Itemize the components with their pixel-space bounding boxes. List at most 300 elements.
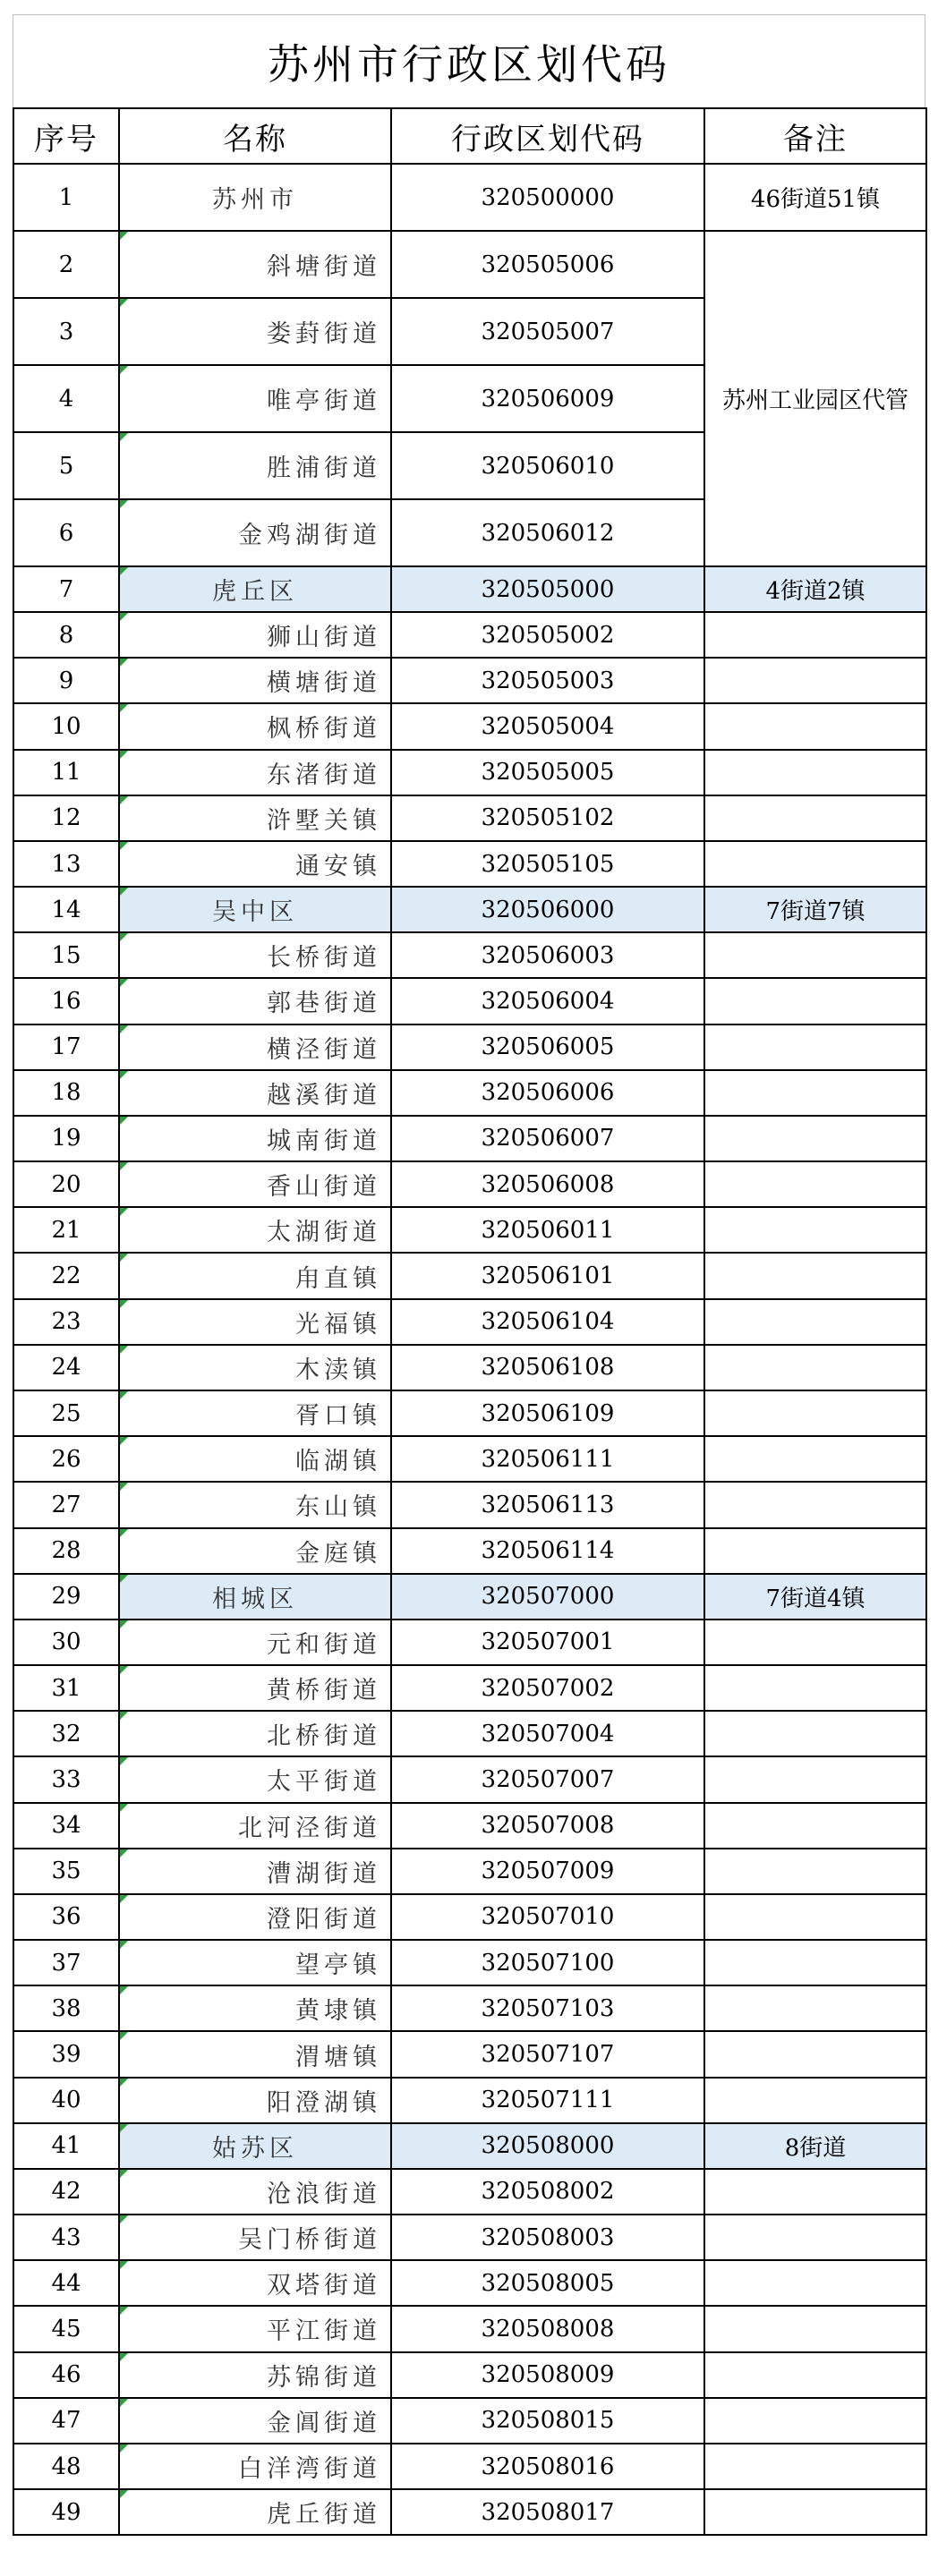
- cell-seq: 16: [13, 978, 119, 1024]
- cell-name: [119, 2123, 391, 2169]
- table-row: [13, 1528, 926, 1574]
- cell-name-text: 苏锦街道: [267, 2363, 381, 2392]
- cell-seq: 12: [13, 795, 119, 841]
- table-row: [13, 1985, 926, 2031]
- cell-comment-marker-icon: [120, 2399, 128, 2407]
- table-row: [13, 658, 926, 703]
- cell-name-text: 白洋湾街道: [238, 2455, 381, 2484]
- cell-comment-marker-icon: [120, 888, 128, 896]
- cell-note: [704, 658, 926, 703]
- cell-seq: 41: [13, 2123, 119, 2169]
- cell-name: [119, 1207, 391, 1253]
- cell-name: [119, 1849, 391, 1894]
- cell-code: 320507007: [391, 1756, 704, 1802]
- cell-code: 320506111: [391, 1436, 704, 1482]
- cell-note: [704, 795, 926, 841]
- cell-name-text: 相城区: [212, 1585, 298, 1613]
- cell-name-text: 胜浦街道: [267, 455, 381, 482]
- cell-name: [119, 612, 391, 658]
- table-row: [13, 1940, 926, 1985]
- cell-note: [704, 1985, 926, 2031]
- table-row: [13, 2398, 926, 2444]
- cell-comment-marker-icon: [120, 842, 128, 850]
- cell-note: [704, 1620, 926, 1665]
- cell-name: [119, 932, 391, 978]
- cell-name: [119, 231, 391, 298]
- cell-name-text: 通安镇: [295, 853, 381, 881]
- cell-name-text: 临湖镇: [295, 1448, 381, 1476]
- cell-seq: 3: [13, 298, 119, 365]
- cell-note: [704, 932, 926, 978]
- cell-comment-marker-icon: [120, 1208, 128, 1216]
- cell-comment-marker-icon: [120, 1025, 128, 1033]
- cell-code: 320506010: [391, 432, 704, 499]
- cell-name-text: 横塘街道: [267, 669, 381, 698]
- cell-name: [119, 2031, 391, 2077]
- cell-name-text: 北桥街道: [267, 1722, 381, 1751]
- cell-code: 320507002: [391, 1665, 704, 1711]
- cell-comment-marker-icon: [120, 751, 128, 759]
- cell-seq: 32: [13, 1711, 119, 1756]
- cell-name-text: 渭塘镇: [295, 2043, 381, 2071]
- cell-seq: 38: [13, 1985, 119, 2031]
- cell-name: [119, 2352, 391, 2398]
- cell-note: [704, 978, 926, 1024]
- cell-name: [119, 2169, 391, 2215]
- cell-seq: 7: [13, 566, 119, 612]
- cell-name-text: 望亭镇: [295, 1951, 381, 1980]
- cell-note: [704, 1207, 926, 1253]
- cell-note: [704, 1894, 926, 1940]
- cell-name-text: 胥口镇: [295, 1402, 381, 1431]
- cell-name: [119, 1528, 391, 1574]
- cell-code: 320506108: [391, 1345, 704, 1390]
- cell-code: 320505000: [391, 566, 704, 612]
- cell-name: [119, 432, 391, 499]
- cell-comment-marker-icon: [120, 613, 128, 621]
- cell-seq: 33: [13, 1756, 119, 1802]
- cell-code: 320507100: [391, 1940, 704, 1985]
- cell-comment-marker-icon: [120, 2261, 128, 2269]
- cell-name: [119, 1299, 391, 1345]
- cell-code: 320506007: [391, 1116, 704, 1161]
- cell-name: [119, 2215, 391, 2260]
- cell-name-text: 香山街道: [267, 1173, 381, 1202]
- cell-name-text: 太湖街道: [267, 1219, 381, 1247]
- cell-name: [119, 841, 391, 887]
- cell-name: [119, 1345, 391, 1390]
- cell-seq: 42: [13, 2169, 119, 2215]
- cell-seq: 43: [13, 2215, 119, 2260]
- cell-seq: 5: [13, 432, 119, 499]
- cell-name: [119, 978, 391, 1024]
- cell-note: [704, 1711, 926, 1756]
- cell-name-text: 元和街道: [267, 1630, 381, 1659]
- cell-seq: 26: [13, 1436, 119, 1482]
- cell-name-text: 太平街道: [267, 1768, 381, 1797]
- cell-name: [119, 2489, 391, 2535]
- cell-comment-marker-icon: [120, 1254, 128, 1262]
- cell-seq: 1: [13, 164, 119, 231]
- cell-code: 320508016: [391, 2444, 704, 2489]
- cell-seq: 28: [13, 1528, 119, 1574]
- cell-code: 320506101: [391, 1253, 704, 1298]
- cell-code: 320507008: [391, 1803, 704, 1849]
- cell-note: [704, 1116, 926, 1161]
- cell-name-text: 郭巷街道: [267, 990, 381, 1018]
- cell-code: 320506000: [391, 887, 704, 932]
- table-row: [13, 1711, 926, 1756]
- cell-comment-marker-icon: [120, 1941, 128, 1949]
- cell-name-text: 枫桥街道: [267, 715, 381, 744]
- cell-code: 320507004: [391, 1711, 704, 1756]
- cell-seq: 47: [13, 2398, 119, 2444]
- cell-name-text: 沧浪街道: [267, 2180, 381, 2208]
- cell-name: [119, 795, 391, 841]
- cell-note: [704, 2489, 926, 2535]
- cell-code: 320508009: [391, 2352, 704, 2398]
- table-row: [13, 2306, 926, 2351]
- cell-name: [119, 1482, 391, 1527]
- cell-code: 320506008: [391, 1161, 704, 1207]
- cell-name: [119, 1161, 391, 1207]
- cell-comment-marker-icon: [120, 1391, 128, 1399]
- cell-code: 320506009: [391, 365, 704, 432]
- cell-name: [119, 1940, 391, 1985]
- cell-code: 320508002: [391, 2169, 704, 2215]
- cell-note: [704, 1161, 926, 1207]
- cell-code: 320506012: [391, 499, 704, 566]
- cell-note: 4街道2镇: [704, 566, 926, 612]
- cell-comment-marker-icon: [120, 1575, 128, 1583]
- cell-note: [704, 1482, 926, 1527]
- cell-name: [119, 1024, 391, 1070]
- cell-name-text: 东渚街道: [267, 761, 381, 789]
- cell-name: [119, 750, 391, 795]
- table-row: [13, 566, 926, 612]
- cell-seq: 18: [13, 1070, 119, 1116]
- cell-note: [704, 1849, 926, 1894]
- table-row: [13, 1070, 926, 1116]
- cell-name-text: 甪直镇: [295, 1264, 381, 1293]
- cell-name-text: 长桥街道: [267, 944, 381, 973]
- header-code: 行政区划代码: [391, 108, 704, 164]
- cell-code: 320507107: [391, 2031, 704, 2077]
- cell-name-text: 双塔街道: [267, 2272, 381, 2300]
- table-row: [13, 1436, 926, 1482]
- cell-seq: 2: [13, 231, 119, 298]
- table-row: [13, 1665, 926, 1711]
- cell-seq: 35: [13, 1849, 119, 1894]
- cell-name: [119, 2398, 391, 2444]
- cell-note: [704, 1024, 926, 1070]
- cell-note: [704, 2215, 926, 2260]
- cell-comment-marker-icon: [120, 1712, 128, 1720]
- cell-comment-marker-icon: [120, 2124, 128, 2132]
- cell-seq: 22: [13, 1253, 119, 1298]
- table-row: [13, 1482, 926, 1527]
- cell-comment-marker-icon: [120, 232, 128, 240]
- cell-note: [704, 841, 926, 887]
- cell-code: 320508008: [391, 2306, 704, 2351]
- cell-seq: 29: [13, 1574, 119, 1620]
- cell-seq: 37: [13, 1940, 119, 1985]
- cell-note: [704, 612, 926, 658]
- cell-note: [704, 1756, 926, 1802]
- cell-name: [119, 887, 391, 932]
- cell-code: 320505004: [391, 703, 704, 749]
- cell-name: [119, 1803, 391, 1849]
- cell-seq: 21: [13, 1207, 119, 1253]
- cell-code: 320506104: [391, 1299, 704, 1345]
- cell-seq: 6: [13, 499, 119, 566]
- cell-seq: 31: [13, 1665, 119, 1711]
- cell-code: 320500000: [391, 164, 704, 231]
- cell-comment-marker-icon: [120, 1071, 128, 1079]
- cell-comment-marker-icon: [120, 2307, 128, 2315]
- cell-seq: 40: [13, 2078, 119, 2123]
- table-row: [13, 1345, 926, 1390]
- cell-code: 320505002: [391, 612, 704, 658]
- cell-code: 320507009: [391, 1849, 704, 1894]
- cell-name-text: 越溪街道: [267, 1081, 381, 1109]
- cell-code: 320506003: [391, 932, 704, 978]
- cell-comment-marker-icon: [120, 2032, 128, 2040]
- cell-name-text: 虎丘区: [212, 578, 298, 606]
- cell-note: [704, 2169, 926, 2215]
- table-row: [13, 2444, 926, 2489]
- table-row: [13, 2260, 926, 2306]
- cell-name: [119, 1985, 391, 2031]
- cell-name-text: 木渎镇: [295, 1356, 381, 1384]
- cell-name: [119, 1070, 391, 1116]
- cell-comment-marker-icon: [120, 1529, 128, 1537]
- cell-seq: 23: [13, 1299, 119, 1345]
- cell-code: 320505005: [391, 750, 704, 795]
- cell-comment-marker-icon: [120, 2444, 128, 2453]
- cell-code: 320505105: [391, 841, 704, 887]
- cell-name: [119, 2444, 391, 2489]
- cell-name: [119, 703, 391, 749]
- cell-name-text: 浒墅关镇: [267, 806, 381, 835]
- cell-code: 320508003: [391, 2215, 704, 2260]
- cell-note: [704, 703, 926, 749]
- cell-code: 320506114: [391, 1528, 704, 1574]
- cell-code: 320506005: [391, 1024, 704, 1070]
- cell-comment-marker-icon: [120, 2079, 128, 2087]
- cell-comment-marker-icon: [120, 1804, 128, 1812]
- cell-seq: 24: [13, 1345, 119, 1390]
- cell-note: [704, 1528, 926, 1574]
- header-note: 备注: [704, 108, 926, 164]
- cell-name-text: 漕湖街道: [267, 1859, 381, 1888]
- cell-code: 320507111: [391, 2078, 704, 2123]
- cell-note: [704, 2352, 926, 2398]
- cell-comment-marker-icon: [120, 1300, 128, 1308]
- table-row: [13, 1620, 926, 1665]
- cell-note: [704, 2260, 926, 2306]
- cell-seq: 49: [13, 2489, 119, 2535]
- cell-note: [704, 1940, 926, 1985]
- cell-seq: 20: [13, 1161, 119, 1207]
- cell-comment-marker-icon: [120, 366, 128, 374]
- cell-code: 320506004: [391, 978, 704, 1024]
- cell-name: [119, 1756, 391, 1802]
- cell-name: [119, 1253, 391, 1298]
- table-row: [13, 612, 926, 658]
- cell-name: [119, 1436, 391, 1482]
- table-row: [13, 2078, 926, 2123]
- table-row: [13, 231, 926, 298]
- header-row: [13, 108, 926, 164]
- cell-seq: 36: [13, 1894, 119, 1940]
- table-row: [13, 1253, 926, 1298]
- table-row: [13, 1161, 926, 1207]
- cell-comment-marker-icon: [120, 1986, 128, 1994]
- cell-name-text: 唯亭街道: [267, 387, 381, 415]
- cell-note: 7街道4镇: [704, 1574, 926, 1620]
- cell-note: [704, 1390, 926, 1436]
- table-row: [13, 1390, 926, 1436]
- code-table: [13, 107, 927, 2536]
- cell-name-text: 横泾街道: [267, 1035, 381, 1064]
- cell-name: [119, 566, 391, 612]
- cell-seq: 46: [13, 2352, 119, 2398]
- cell-seq: 9: [13, 658, 119, 703]
- cell-name-text: 狮山街道: [267, 624, 381, 652]
- cell-seq: 8: [13, 612, 119, 658]
- cell-seq: 48: [13, 2444, 119, 2489]
- cell-comment-marker-icon: [120, 1666, 128, 1674]
- cell-comment-marker-icon: [120, 659, 128, 667]
- cell-code: 320507000: [391, 1574, 704, 1620]
- cell-comment-marker-icon: [120, 299, 128, 307]
- cell-code: 320506006: [391, 1070, 704, 1116]
- table-row: [13, 750, 926, 795]
- cell-note: 8街道: [704, 2123, 926, 2169]
- table-row: [13, 1299, 926, 1345]
- cell-note: [704, 2306, 926, 2351]
- cell-name-text: 斜塘街道: [267, 253, 381, 281]
- cell-name-text: 城南街道: [267, 1126, 381, 1155]
- cell-name-text: 娄葑街道: [267, 320, 381, 348]
- cell-note: [704, 2444, 926, 2489]
- cell-note: 46街道51镇: [704, 164, 926, 231]
- cell-note: 7街道7镇: [704, 887, 926, 932]
- cell-seq: 34: [13, 1803, 119, 1849]
- table-row: [13, 1574, 926, 1620]
- cell-name-text: 澄阳街道: [267, 1905, 381, 1934]
- table-row: [13, 887, 926, 932]
- cell-name: [119, 499, 391, 566]
- page-title: 苏州市行政区划代码: [13, 14, 925, 108]
- cell-comment-marker-icon: [120, 1849, 128, 1858]
- header-name: 名称: [119, 108, 391, 164]
- cell-seq: 25: [13, 1390, 119, 1436]
- cell-name: [119, 1116, 391, 1161]
- cell-note: [704, 2031, 926, 2077]
- cell-name-text: 光福镇: [295, 1310, 381, 1339]
- cell-name: [119, 2306, 391, 2351]
- table-row: [13, 1207, 926, 1253]
- cell-comment-marker-icon: [120, 433, 128, 441]
- cell-name-text: 金阊街道: [267, 2409, 381, 2437]
- cell-comment-marker-icon: [120, 796, 128, 804]
- cell-seq: 30: [13, 1620, 119, 1665]
- cell-comment-marker-icon: [120, 1162, 128, 1170]
- table-row: [13, 2169, 926, 2215]
- cell-comment-marker-icon: [120, 704, 128, 712]
- table-row: [13, 2489, 926, 2535]
- cell-comment-marker-icon: [120, 1346, 128, 1354]
- table-row: [13, 795, 926, 841]
- cell-name: [119, 1711, 391, 1756]
- cell-code: 320505007: [391, 298, 704, 365]
- cell-code: 320507103: [391, 1985, 704, 2031]
- table-row: [13, 1756, 926, 1802]
- cell-comment-marker-icon: [120, 2170, 128, 2178]
- cell-name-text: 平江街道: [267, 2317, 381, 2346]
- cell-name-text: 阳澄湖镇: [267, 2088, 381, 2117]
- cell-comment-marker-icon: [120, 2353, 128, 2361]
- cell-name-text: 黄埭镇: [295, 1997, 381, 2026]
- table-row: [13, 2123, 926, 2169]
- cell-note: [704, 1070, 926, 1116]
- table-row: [13, 1803, 926, 1849]
- cell-name: [119, 1574, 391, 1620]
- cell-note: [704, 2078, 926, 2123]
- cell-note: [704, 2398, 926, 2444]
- cell-name: [119, 365, 391, 432]
- cell-comment-marker-icon: [120, 2215, 128, 2223]
- cell-name: [119, 2078, 391, 2123]
- cell-note: [704, 1253, 926, 1298]
- table-row: [13, 932, 926, 978]
- cell-code: 320508017: [391, 2489, 704, 2535]
- cell-seq: 14: [13, 887, 119, 932]
- cell-name: [119, 1390, 391, 1436]
- cell-comment-marker-icon: [120, 979, 128, 987]
- cell-name: [119, 2260, 391, 2306]
- table-row: [13, 703, 926, 749]
- table-row: [13, 841, 926, 887]
- cell-note: [704, 1345, 926, 1390]
- cell-name-text: 东山镇: [295, 1493, 381, 1522]
- cell-name-text: 苏州市: [212, 186, 298, 214]
- cell-name-text: 吴门桥街道: [238, 2226, 381, 2255]
- cell-note-merged: 苏州工业园区代管: [704, 231, 926, 566]
- table-row: [13, 1024, 926, 1070]
- cell-name: [119, 1620, 391, 1665]
- cell-comment-marker-icon: [120, 933, 128, 941]
- cell-note: [704, 1803, 926, 1849]
- cell-code: 320505006: [391, 231, 704, 298]
- table-row: [13, 978, 926, 1024]
- cell-code: 320508000: [391, 2123, 704, 2169]
- table-row: [13, 2215, 926, 2260]
- table-row: [13, 2031, 926, 2077]
- cell-comment-marker-icon: [120, 1117, 128, 1125]
- cell-name-text: 黄桥街道: [267, 1677, 381, 1705]
- cell-comment-marker-icon: [120, 567, 128, 575]
- cell-name: [119, 164, 391, 231]
- cell-code: 320506113: [391, 1482, 704, 1527]
- cell-code: 320506011: [391, 1207, 704, 1253]
- cell-comment-marker-icon: [120, 500, 128, 508]
- cell-seq: 11: [13, 750, 119, 795]
- cell-comment-marker-icon: [120, 1483, 128, 1491]
- cell-comment-marker-icon: [120, 2490, 128, 2498]
